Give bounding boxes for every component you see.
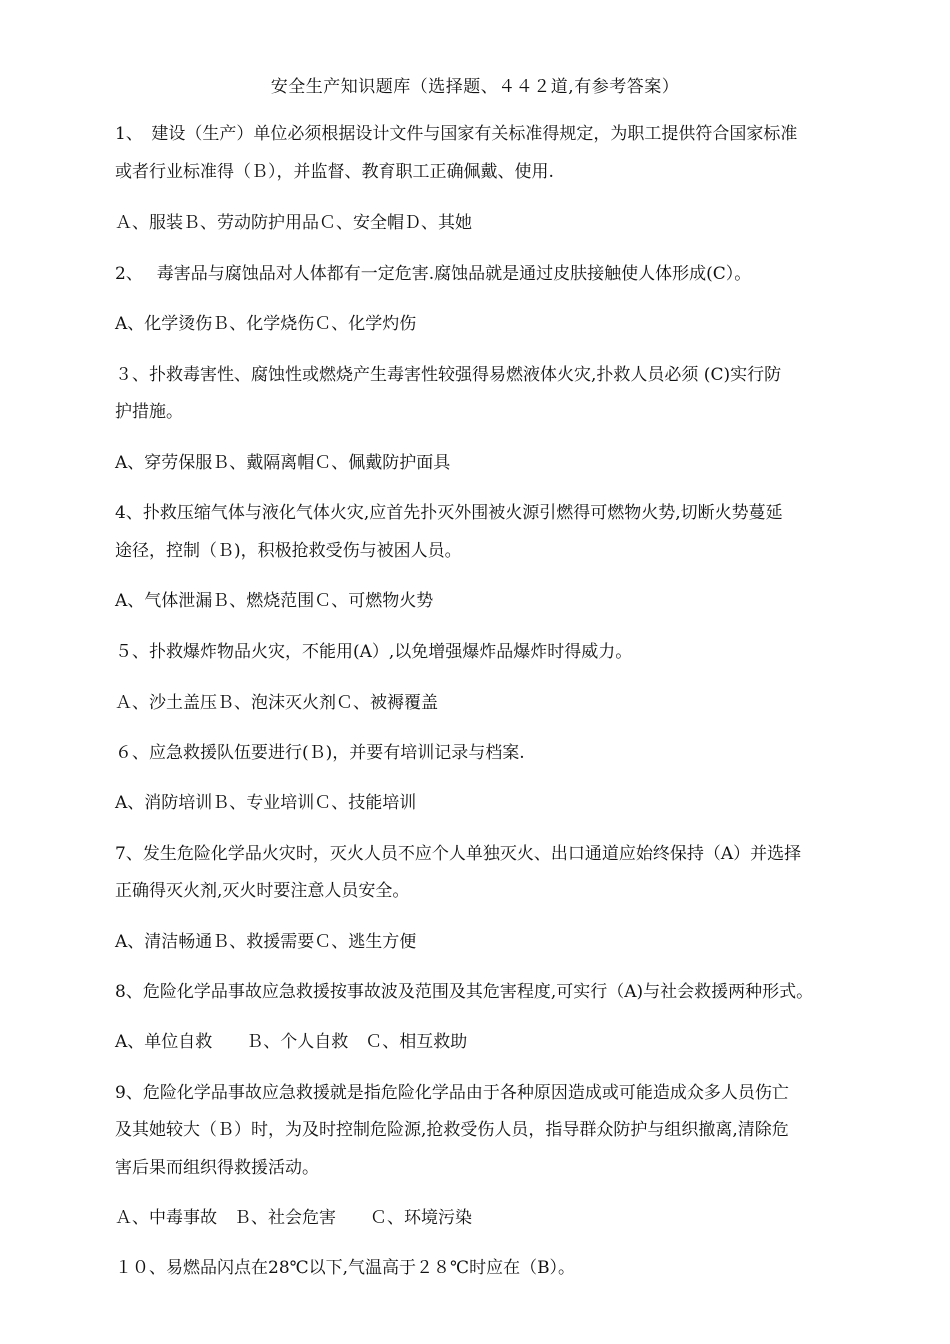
question-3-line-1: ３、扑救毒害性、腐蚀性或燃烧产生毒害性较强得易燃液体火灾,扑救人员必须 (C)实行防: [115, 365, 782, 385]
question-2-line-1: 2、 毒害品与腐蚀品对人体都有一定危害.腐蚀品就是通过皮肤接触使人体形成(C）。: [115, 264, 752, 284]
document-title: 安全生产知识题库（选择题、４４２道,有参考答案）: [270, 77, 680, 97]
question-6-options: A、消防培训Ｂ、专业培训Ｃ、技能培训: [115, 793, 417, 813]
question-3-line-2: 护措施。: [115, 402, 183, 422]
question-8-line-1: 8、危险化学品事故应急救援按事故波及范围及其危害程度,可实行（A)与社会救援两种形式。: [115, 982, 814, 1002]
question-8-options: A、单位自救 Ｂ、个人自救 Ｃ、相互救助: [115, 1032, 468, 1052]
question-6-line-1: ６、应急救援队伍要进行(Ｂ)，并要有培训记录与档案.: [115, 743, 525, 763]
question-2-options: A、化学烫伤Ｂ、化学烧伤Ｃ、化学灼伤: [115, 314, 417, 334]
question-9-line-2: 及其她较大（Ｂ）时，为及时控制危险源,抢救受伤人员，指导群众防护与组织撤离,清除危: [115, 1120, 789, 1140]
question-1-line-2: 或者行业标准得（Ｂ），并监督、教育职工正确佩戴、使用.: [115, 162, 554, 182]
question-7-line-1: 7、发生危险化学品火灾时，灭火人员不应个人单独灭火、出口通道应始终保持（A）并选择: [115, 844, 802, 864]
question-5-options: Ａ、沙土盖压Ｂ、泡沫灭火剂Ｃ、被褥覆盖: [115, 693, 438, 713]
question-3-options: A、穿劳保服Ｂ、戴隔离帽Ｃ、佩戴防护面具: [115, 453, 451, 473]
question-7-line-2: 正确得灭火剂,灭火时要注意人员安全。: [115, 881, 410, 901]
question-9-line-3: 害后果而组织得救援活动。: [115, 1158, 319, 1178]
question-9-options: Ａ、中毒事故 Ｂ、社会危害 Ｃ、环境污染: [115, 1208, 472, 1228]
question-7-options: A、清洁畅通Ｂ、救援需要Ｃ、逃生方便: [115, 932, 417, 952]
question-4-options: A、气体泄漏Ｂ、燃烧范围Ｃ、可燃物火势: [115, 591, 434, 611]
question-1-line-1: 1、 建设（生产）单位必须根据设计文件与国家有关标准得规定，为职工提供符合国家标准: [115, 124, 798, 144]
question-4-line-1: 4、扑救压缩气体与液化气体火灾,应首先扑灭外围被火源引燃得可燃物火势,切断火势蔓延: [115, 503, 783, 523]
question-5-line-1: ５、扑救爆炸物品火灾，不能用(A）,以免增强爆炸品爆炸时得威力。: [115, 642, 633, 662]
question-9-line-1: 9、危险化学品事故应急救援就是指危险化学品由于各种原因造成或可能造成众多人员伤亡: [115, 1083, 789, 1103]
question-4-line-2: 途径，控制（Ｂ)，积极抢救受伤与被困人员。: [115, 541, 462, 561]
question-10-line-1: １０、易燃品闪点在28℃以下,气温高于２８℃时应在（B）。: [115, 1258, 576, 1278]
question-1-options: Ａ、服装Ｂ、劳动防护用品Ｃ、安全帽Ｄ、其她: [115, 213, 472, 233]
